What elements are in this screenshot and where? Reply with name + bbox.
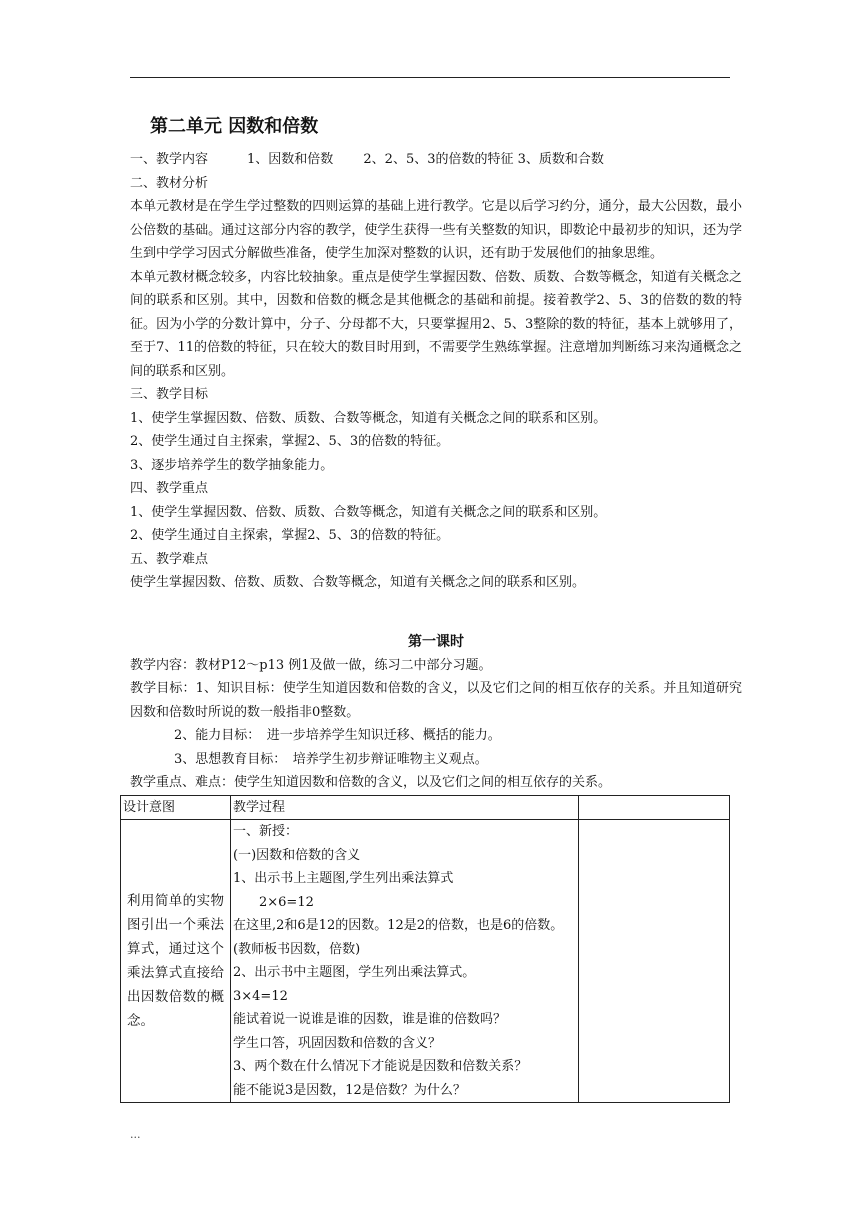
header-rule — [130, 77, 730, 78]
lesson-goal-ideology: 3、思想教育目标： 培养学生初步辩证唯物主义观点。 — [174, 751, 488, 767]
process-line: (一)因数和倍数的含义 — [233, 847, 361, 863]
goals-heading: 三、教学目标 — [130, 387, 209, 402]
process-line: 能试着说一说谁是谁的因数，谁是谁的倍数吗？ — [233, 1012, 507, 1027]
goal-item: 1、使学生掌握因数、倍数、质数、合数等概念，知道有关概念之间的联系和区别。 — [130, 410, 607, 426]
design-intent-cell: 利用简单的实物图引出一个乘法算式，通过这个乘法算式直接给出因数倍数的概念。 — [121, 820, 231, 1103]
difficulties-text: 使学生掌握因数、倍数、质数、合数等概念，知道有关概念之间的联系和区别。 — [130, 575, 586, 590]
process-line: 一、新授： — [233, 824, 299, 839]
analysis-paragraph-2: 本单元教材概念较多，内容比较抽象。重点是使学生掌握因数、倍数、质数、合数等概念，知道有关概念之间的联系和区别。其中，因数和倍数的概念是其他概念的基础和前提。接着教学2、5、3的倍数的数的特征。因为小学的分数计算中，分子、分母都不大，只要掌握用2、5、3整除的数的特征，基本上就够用了，至于7、11的倍数的特征，只在较大的数目时用到，不需要学生熟练掌握。注意增加判断练习来沟通概念之间的联系和区别。 — [130, 269, 742, 379]
process-line: 1、出示书上主题图,学生列出乘法算式 — [233, 871, 454, 886]
difficulties-heading: 五、教学难点 — [130, 551, 209, 567]
goal-item: 3、逐步培养学生的数学抽象能力。 — [130, 457, 334, 473]
page-footer: ... — [130, 1128, 141, 1141]
process-line: 学生口答，巩固因数和倍数的含义？ — [233, 1035, 442, 1051]
process-line: 3×4=12 — [233, 988, 288, 1004]
lesson-goal-knowledge: 教学目标：1、知识目标：使学生知道因数和倍数的含义，以及它们之间的相互依存的关系。并且知道研究因数和倍数时所说的数一般指非0整数。 — [130, 681, 742, 720]
key-point-item: 1、使学生掌握因数、倍数、质数、合数等概念，知道有关概念之间的联系和区别。 — [130, 504, 607, 520]
table-row — [121, 820, 730, 1103]
document-body — [123, 112, 742, 1103]
analysis-paragraph-1: 本单元教材是在学生学过整数的四则运算的基础上进行教学。它是以后学习约分，通分，最大公因数，最小公倍数的基础。通过这部分内容的教学，使学生获得一些有关整数的知识，即数论中最初步的知识，还为学生到中学学习因式分解做些准备，使学生加深对整数的认识，还有助于发展他们的抽象思维。 — [130, 199, 742, 261]
unit-title: 第二单元 因数和倍数 — [150, 116, 319, 137]
section-gap — [130, 595, 742, 630]
header-teaching-process: 教学过程 — [231, 795, 579, 820]
key-points-heading: 四、教学重点 — [130, 481, 209, 496]
goal-item: 2、使学生通过自主探索，掌握2、5、3的倍数的特征。 — [130, 434, 450, 449]
lesson-goal-ability: 2、能力目标： 进一步培养学生知识迁移、概括的能力。 — [174, 728, 501, 743]
table-header-row — [121, 795, 730, 820]
analysis-heading: 二、教材分析 — [130, 175, 209, 191]
teaching-process-cell — [231, 820, 579, 1103]
notes-cell — [579, 820, 730, 1103]
key-point-item: 2、使学生通过自主探索，掌握2、5、3的倍数的特征。 — [130, 528, 450, 543]
process-line: 2×6=12 — [233, 894, 314, 910]
process-line: 在这里,2和6是12的因数。12是2的倍数，也是6的倍数。(教师板书因数，倍数) — [233, 918, 564, 957]
process-line: 3、两个数在什么情况下才能说是因数和倍数关系？ — [233, 1059, 528, 1074]
lesson-content: 教学内容：教材P12～p13 例1及做一做，练习二中部分习题。 — [130, 657, 492, 673]
header-blank — [579, 795, 730, 820]
process-line: 2、出示书中主题图，学生列出乘法算式。 — [233, 965, 476, 980]
lesson-plan-table — [120, 795, 730, 1104]
lesson-focus: 教学重点、难点：使学生知道因数和倍数的含义，以及它们之间的相互依存的关系。 — [130, 775, 612, 790]
teaching-contents: 一、教学内容 1、因数和倍数 2、2、5、3的倍数的特征 3、质数和合数 — [130, 152, 604, 167]
lesson-title: 第一课时 — [408, 633, 464, 650]
header-design-intent: 设计意图 — [121, 795, 231, 820]
process-line: 能不能说3是因数，12是倍数？为什么？ — [233, 1082, 466, 1098]
